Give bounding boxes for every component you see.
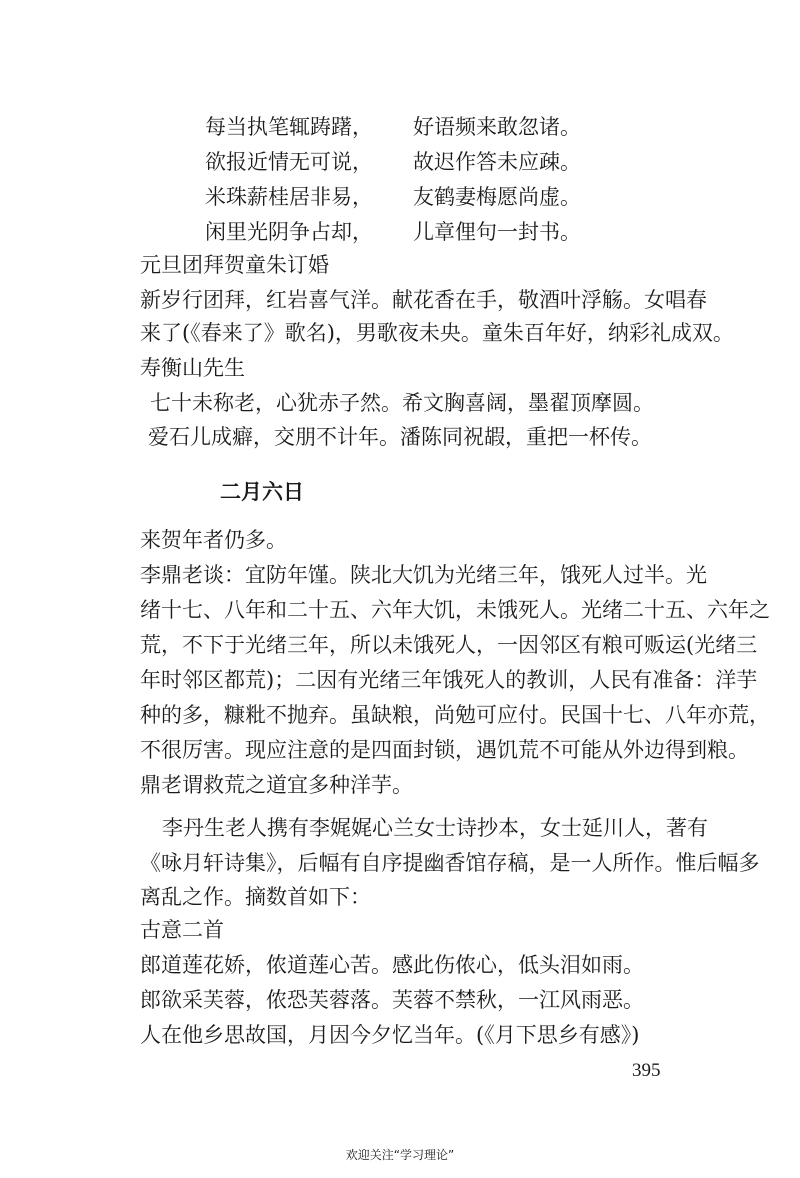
paragraph-line: 鼎老谓救荒之道宜多种洋芋。 xyxy=(140,773,413,797)
paragraph-line: 种的多，糠粃不抛弃。虽缺粮，尚勉可应付。民国十七、八年亦荒， xyxy=(140,703,770,727)
birthday-poem-line-2: 爱石儿成癖，交朋不计年。潘陈同祝嘏，重把一杯传。 xyxy=(148,425,652,449)
paragraph-line: 离乱之作。摘数首如下： xyxy=(140,885,371,909)
paragraph-line: 绪十七、八年和二十五、六年大饥，未饿死人。光绪二十五、六年之 xyxy=(140,598,770,622)
paragraph-line: 李丹生老人携有李娓娓心兰女士诗抄本，女士延川人，著有 xyxy=(162,816,708,840)
newyear-poem-title: 元旦团拜贺童朱订婚 xyxy=(140,253,329,277)
couplet-right: 儿章俚句一封书。 xyxy=(413,220,581,244)
moon-poem-line: 人在他乡思故国，月因今夕忆当年。(《月下思乡有感》) xyxy=(140,1023,640,1047)
page-number: 395 xyxy=(632,1060,661,1081)
paragraph-line: 《咏月轩诗集》，后幅有自序提幽香馆存稿，是一人所作。惟后幅多 xyxy=(140,851,760,875)
visitors-note: 来贺年者仍多。 xyxy=(140,528,287,552)
couplet-left: 米珠薪桂居非易， xyxy=(205,185,373,209)
paragraph-line: 不很厉害。现应注意的是四面封锁，遇饥荒不可能从外边得到粮。 xyxy=(140,738,749,762)
guyi-line-1: 郎道莲花娇，侬道莲心苦。感此伤侬心，低头泪如雨。 xyxy=(140,953,644,977)
guyi-line-2: 郎欲采芙蓉，侬恐芙蓉落。芙蓉不禁秋，一江风雨恶。 xyxy=(140,988,644,1012)
paragraph-line: 李鼎老谈：宜防年馑。陕北大饥为光绪三年，饿死人过半。光 xyxy=(140,563,707,587)
date-heading: 二月六日 xyxy=(220,479,304,504)
guyi-title: 古意二首 xyxy=(140,918,224,942)
newyear-poem-line-2: 来了(《春来了》歌名)，男歌夜未央。童朱百年好，纳彩礼成双。 xyxy=(140,321,734,345)
birthday-poem-title: 寿衡山先生 xyxy=(140,356,245,380)
birthday-poem-line-1: 七十未称老，心犹赤子然。希文胸喜阔，墨翟顶摩圆。 xyxy=(150,391,654,415)
couplet-left: 欲报近情无可说， xyxy=(205,150,373,174)
paragraph-line: 荒，不下于光绪三年，所以未饿死人，一因邻区有粮可贩运(光绪三 xyxy=(140,633,758,657)
couplet-left: 闲里光阴争占却， xyxy=(205,220,373,244)
couplet-left: 每当执笔辄踌躇， xyxy=(205,115,373,139)
footer-note: 欢迎关注“学习理论” xyxy=(345,1148,455,1162)
couplet-right: 友鹤妻梅愿尚虚。 xyxy=(413,185,581,209)
couplet-right: 好语频来敢忽诸。 xyxy=(413,115,581,139)
paragraph-line: 年时邻区都荒)；二因有光绪三年饿死人的教训，人民有准备：洋芋 xyxy=(140,668,758,692)
newyear-poem-line-1: 新岁行团拜，红岩喜气洋。献花香在手，敬酒叶浮觞。女唱春 xyxy=(140,288,707,312)
couplet-right: 故迟作答未应疎。 xyxy=(413,150,581,174)
